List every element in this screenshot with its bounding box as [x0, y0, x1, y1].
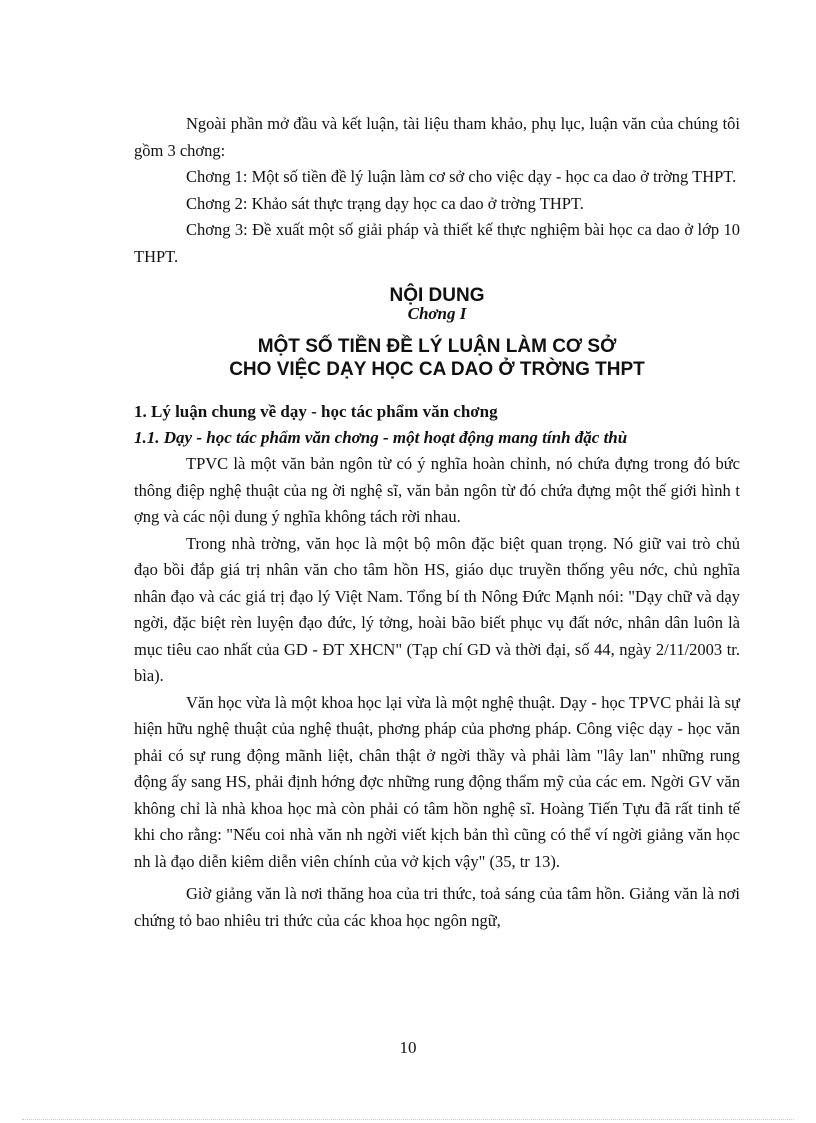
page-content	[134, 111, 740, 934]
body-paragraph: TPVC là một văn bản ngôn từ có ý nghĩa hoàn chỉnh, nó chứa đựng trong đó bức thông điệp nghệ thuật của ng ời nghệ sĩ, văn bản ngôn từ đó chứa đựng một thế giới hình t ợng và các nội dung ý nghĩa không tách rời nhau.	[134, 454, 740, 526]
body-paragraph: Văn học vừa là một khoa học lại vừa là một nghệ thuật. Dạy - học TPVC phải là sự hiện hữu nghệ thuật của nghệ thuật, phơng pháp của phơng pháp. Công việc dạy - học văn phải có sự rung động mãnh liệt, chân thật ở ngời thầy và phải làm "lây lan" những rung động ấy sang HS, phải định hớng đợc những rung động thẩm mỹ của các em. Ngời GV văn không chỉ là nhà khoa học mà còn phải có tâm hồn nghệ sĩ. Hoàng Tiến Tựu đã rất tinh tế khi cho rằng: "Nếu coi nhà văn nh ngời viết kịch bản thì cũng có thể ví ngời giảng văn học nh là đạo diễn kiêm diễn viên chính của vở kịch vậy" (35, tr 13).	[134, 692, 740, 871]
page-number: 10	[399, 1038, 417, 1057]
intro-chapter-1: Chơng 1: Một số tiền đề lý luận làm cơ sở cho việc dạy - học ca dao ở trờng THPT.	[186, 167, 737, 186]
section-heading-1: 1. Lý luận chung về dạy - học tác phẩm văn chơng	[134, 402, 498, 421]
intro-chapter-2: Chơng 2: Khảo sát thực trạng dạy học ca dao ở trờng THPT.	[186, 193, 584, 213]
intro-paragraph: Ngoài phần mở đầu và kết luận, tài liệu tham khảo, phụ lục, luận văn của chúng tôi gồm 3 chơng:	[134, 114, 740, 160]
body-paragraph: Trong nhà trờng, văn học là một bộ môn đặc biệt quan trọng. Nó giữ vai trò chủ đạo bồi đắp giá trị nhân văn cho tâm hồn HS, giáo dục truyền thống yêu nớc, chủ nghĩa nhân đạo và các giá trị đạo lý Việt Nam. Tổng bí th Nông Đức Mạnh nói: "Dạy chữ và dạy ngời, đặc biệt rèn luyện đạo đức, lý tởng, hoài bão biết phục vụ đất nớc, nhân dân luôn là mục tiêu cao nhất của GD - ĐT XHCN" (Tạp chí GD và thời đại, số 44, ngày 2/11/2003 tr. bìa).	[134, 533, 740, 685]
section-heading-1-1: 1.1. Dạy - học tác phẩm văn chơng - một hoạt động mang tính đặc thù	[134, 428, 628, 447]
page-bottom-divider	[22, 1119, 794, 1120]
intro-chapter-3: Chơng 3: Đề xuất một số giải pháp và thiết kế thực nghiệm bài học ca dao ở lớp 10 THPT.	[134, 220, 740, 266]
body-paragraph: Giờ giảng văn là nơi thăng hoa của tri thức, toả sáng của tâm hồn. Giảng văn là nơi chứng tỏ bao nhiêu tri thức của các khoa học ngôn ngữ,	[134, 884, 740, 930]
chapter-title-line-1: MỘT SỐ TIỀN ĐỀ LÝ LUẬN LÀM CƠ SỞ	[257, 336, 617, 357]
chapter-label: Chơng I	[407, 304, 467, 323]
heading-main: NỘI DUNG	[389, 285, 485, 306]
chapter-title	[134, 335, 740, 381]
chapter-title-line-2: CHO VIỆC DẠY HỌC CA DAO Ở TRỜNG THPT	[229, 359, 645, 380]
